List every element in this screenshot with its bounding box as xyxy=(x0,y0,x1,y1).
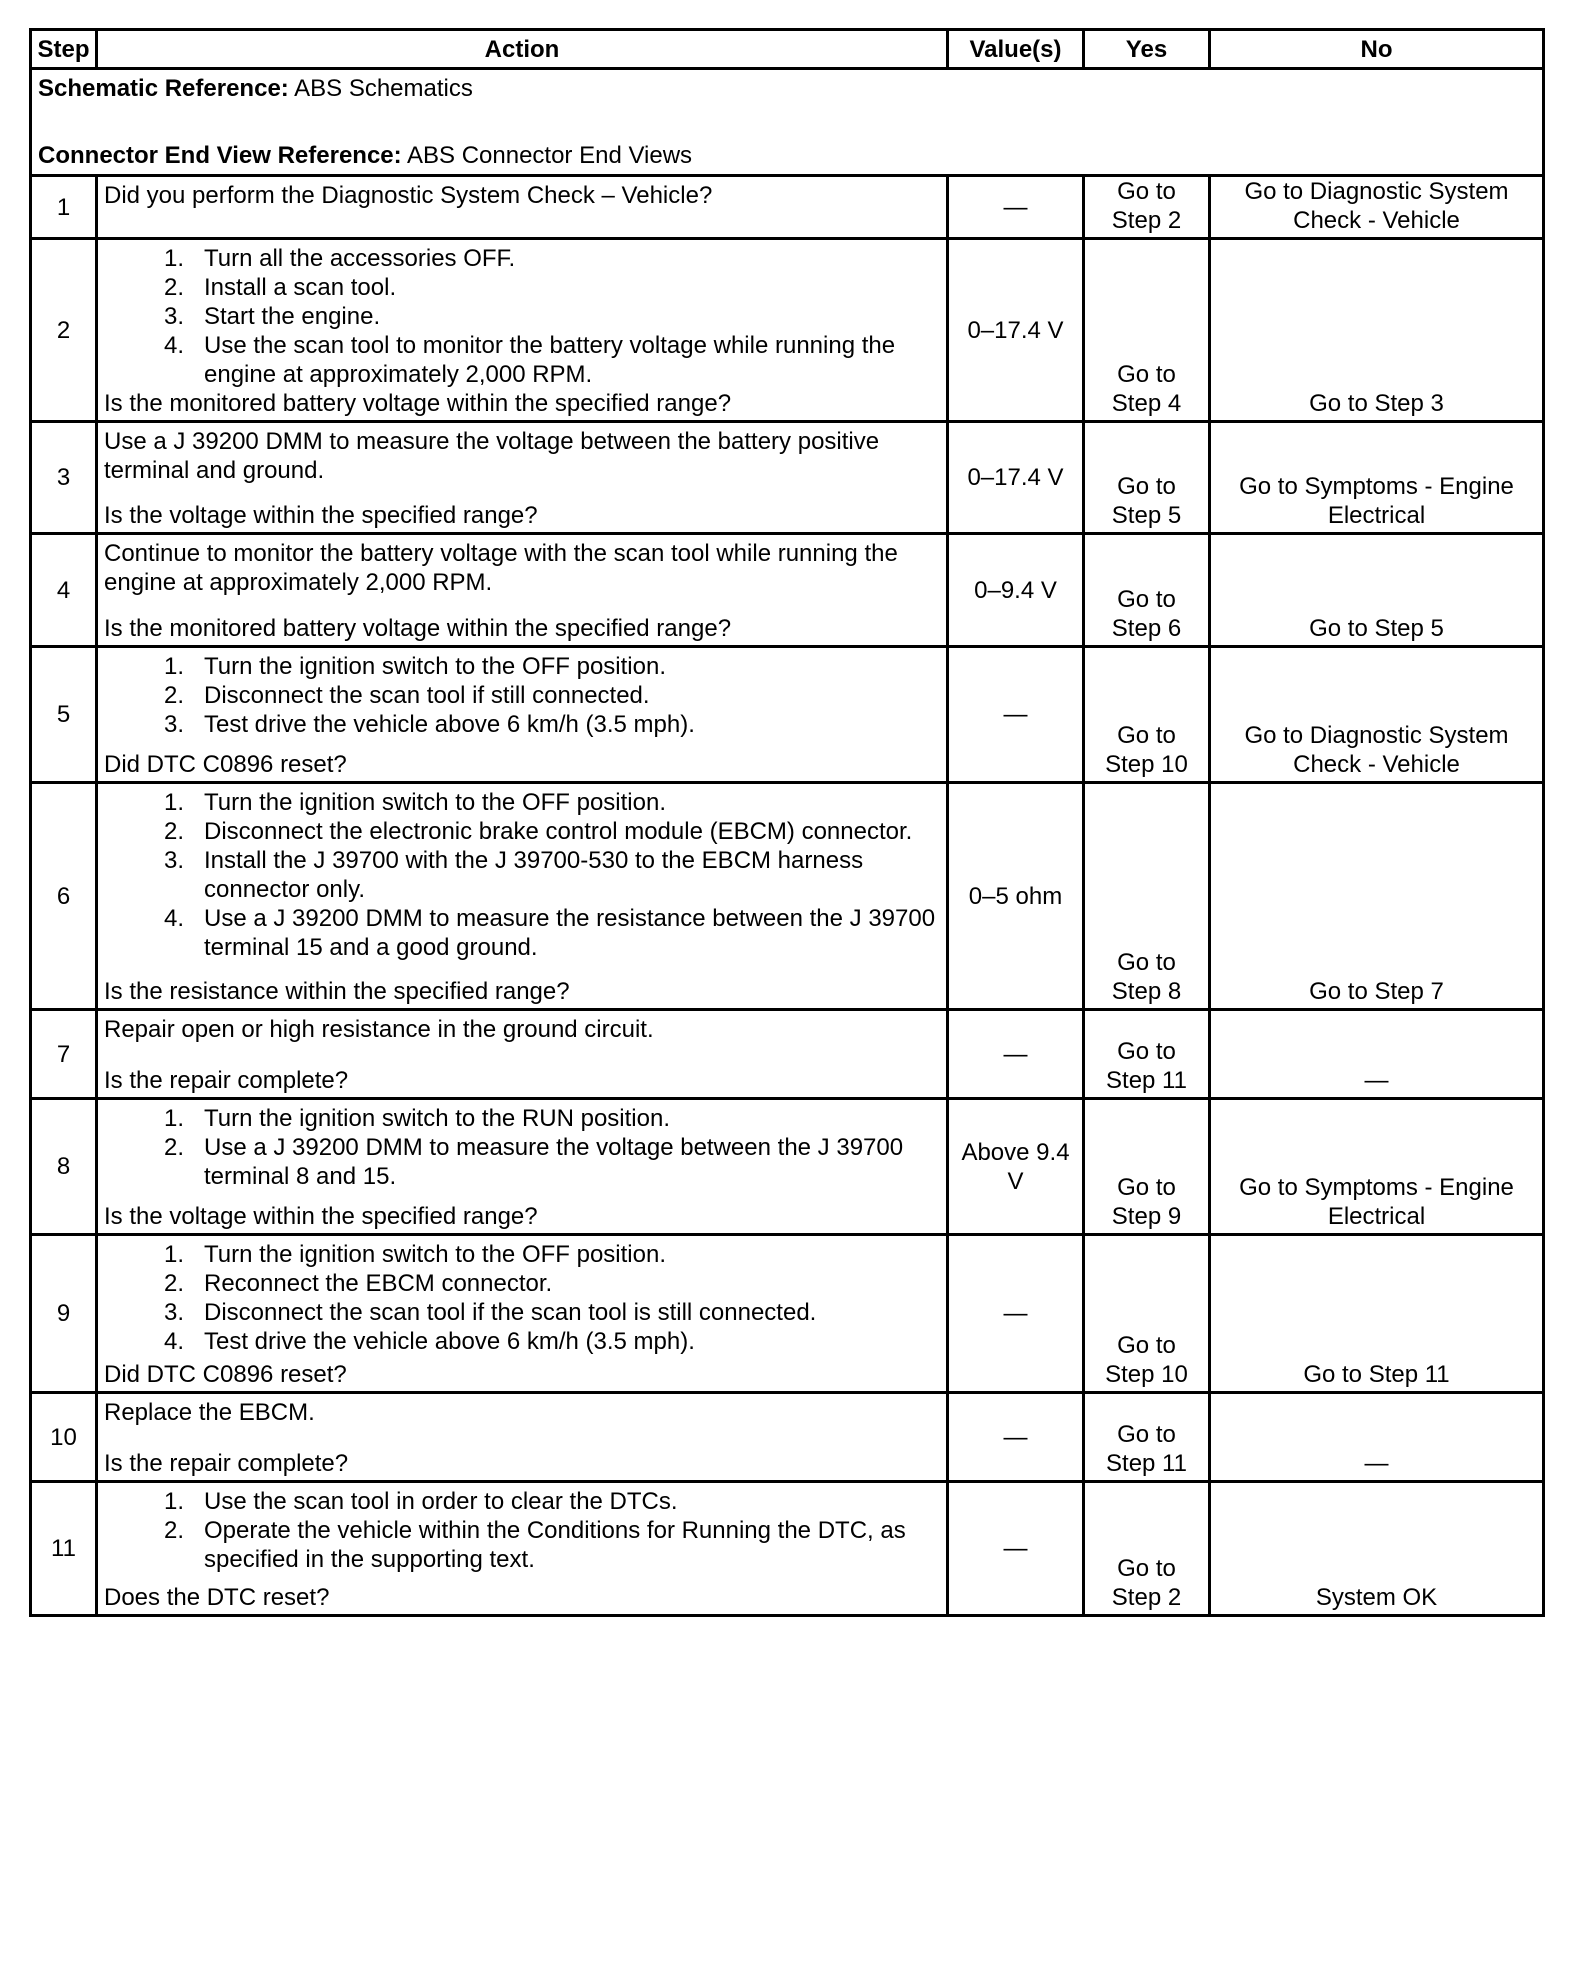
no-cell: — xyxy=(1210,1393,1544,1482)
action-cell xyxy=(97,239,948,422)
step-row xyxy=(31,1235,1544,1393)
yes-cell: Go to Step 4 xyxy=(1084,239,1210,422)
action-content xyxy=(98,535,946,645)
header-values: Value(s) xyxy=(948,30,1084,69)
value-cell: — xyxy=(948,1010,1084,1099)
substep-number: 3. xyxy=(163,711,184,738)
substep-item xyxy=(104,1327,940,1356)
action-content xyxy=(98,1100,946,1233)
step-number: 7 xyxy=(31,1010,97,1099)
schematic-reference-value: ABS Schematics xyxy=(288,75,473,102)
action-content xyxy=(98,423,946,532)
value-cell: 0–5 ohm xyxy=(948,783,1084,1010)
action-question: Did DTC C0896 reset? xyxy=(104,1361,347,1388)
value-cell: 0–17.4 V xyxy=(948,422,1084,534)
substep-item xyxy=(104,244,940,273)
step-row xyxy=(31,239,1544,422)
yes-cell: Go to Step 8 xyxy=(1084,783,1210,1010)
substep-number: 3. xyxy=(163,1299,184,1326)
substep-item xyxy=(104,681,940,710)
substep-text: Start the engine. xyxy=(204,303,381,330)
substep-item xyxy=(104,273,940,302)
step-row xyxy=(31,1482,1544,1616)
action-substeps xyxy=(104,652,940,739)
substep-number: 4. xyxy=(163,1328,184,1355)
connector-reference xyxy=(38,141,1536,170)
action-cell xyxy=(97,1235,948,1393)
substep-number: 2. xyxy=(163,274,184,301)
action-substeps xyxy=(104,244,940,389)
step-row xyxy=(31,783,1544,1010)
action-substeps xyxy=(104,1240,940,1356)
action-instruction: Did you perform the Diagnostic System Check – Vehicle? xyxy=(104,182,713,209)
substep-text: Turn all the accessories OFF. xyxy=(204,245,516,272)
action-cell xyxy=(97,1010,948,1099)
step-row xyxy=(31,1393,1544,1482)
substep-item xyxy=(104,710,940,739)
yes-cell: Go to Step 5 xyxy=(1084,422,1210,534)
substep-number: 2. xyxy=(163,818,184,845)
substep-number: 2. xyxy=(163,1270,184,1297)
substep-text: Operate the vehicle within the Conditions for Running the DTC, as specified in the supporting text. xyxy=(204,1517,906,1573)
value-cell: — xyxy=(948,1393,1084,1482)
substep-text: Use a J 39200 DMM to measure the resistance between the J 39700 terminal 15 and a good ground. xyxy=(204,905,936,961)
substep-item xyxy=(104,788,940,817)
value-cell: Above 9.4 V xyxy=(948,1099,1084,1235)
header-row xyxy=(31,30,1544,69)
action-cell xyxy=(97,534,948,647)
step-number: 3 xyxy=(31,422,97,534)
yes-cell: Go to Step 10 xyxy=(1084,1235,1210,1393)
action-cell xyxy=(97,422,948,534)
step-number: 2 xyxy=(31,239,97,422)
action-cell xyxy=(97,647,948,783)
step-row xyxy=(31,422,1544,534)
substep-number: 1. xyxy=(163,789,184,816)
substep-number: 1. xyxy=(163,245,184,272)
substep-text: Use a J 39200 DMM to measure the voltage between the J 39700 terminal 8 and 15. xyxy=(204,1134,904,1190)
substep-text: Disconnect the electronic brake control module (EBCM) connector. xyxy=(204,818,913,845)
substep-text: Test drive the vehicle above 6 km/h (3.5 mph). xyxy=(204,711,695,738)
header-yes: Yes xyxy=(1084,30,1210,69)
yes-cell: Go to Step 9 xyxy=(1084,1099,1210,1235)
step-row xyxy=(31,1099,1544,1235)
reference-cell xyxy=(31,69,1544,176)
substep-number: 1. xyxy=(163,653,184,680)
action-substeps xyxy=(104,788,940,962)
step-row xyxy=(31,1010,1544,1099)
value-cell: — xyxy=(948,176,1084,239)
substep-text: Use the scan tool to monitor the battery voltage while running the engine at approximately 2,000 RPM. xyxy=(204,332,896,388)
step-number: 11 xyxy=(31,1482,97,1616)
action-cell xyxy=(97,176,948,239)
no-cell: — xyxy=(1210,1010,1544,1099)
action-question: Is the repair complete? xyxy=(104,1067,349,1094)
step-row xyxy=(31,176,1544,239)
connector-reference-value: ABS Connector End Views xyxy=(401,142,693,169)
schematic-reference-label: Schematic Reference: xyxy=(38,75,289,102)
step-number: 4 xyxy=(31,534,97,647)
step-number: 8 xyxy=(31,1099,97,1235)
substep-text: Turn the ignition switch to the OFF position. xyxy=(204,653,666,680)
no-cell: Go to Step 11 xyxy=(1210,1235,1544,1393)
no-cell: System OK xyxy=(1210,1482,1544,1616)
header-action: Action xyxy=(97,30,948,69)
value-cell: — xyxy=(948,1482,1084,1616)
substep-item xyxy=(104,1104,940,1133)
action-instruction: Continue to monitor the battery voltage with the scan tool while running the engine at approximately 2,000 RPM. xyxy=(104,540,898,596)
no-cell: Go to Diagnostic System Check - Vehicle xyxy=(1210,647,1544,783)
header-no: No xyxy=(1210,30,1544,69)
no-cell: Go to Step 3 xyxy=(1210,239,1544,422)
action-instruction: Repair open or high resistance in the ground circuit. xyxy=(104,1016,654,1043)
substep-item xyxy=(104,1298,940,1327)
action-question: Is the monitored battery voltage within the specified range? xyxy=(104,390,732,417)
action-substeps xyxy=(104,1487,940,1574)
value-cell: 0–9.4 V xyxy=(948,534,1084,647)
action-instruction: Replace the EBCM. xyxy=(104,1399,315,1426)
yes-cell: Go to Step 2 xyxy=(1084,176,1210,239)
substep-text: Turn the ignition switch to the OFF position. xyxy=(204,1241,666,1268)
step-number: 9 xyxy=(31,1235,97,1393)
action-content xyxy=(98,240,946,420)
substep-text: Use the scan tool in order to clear the DTCs. xyxy=(204,1488,678,1515)
substep-text: Test drive the vehicle above 6 km/h (3.5 mph). xyxy=(204,1328,695,1355)
substep-item xyxy=(104,1133,940,1191)
action-question: Is the voltage within the specified range? xyxy=(104,1203,538,1230)
substep-number: 3. xyxy=(163,847,184,874)
substep-item xyxy=(104,846,940,904)
no-cell: Go to Step 5 xyxy=(1210,534,1544,647)
no-cell: Go to Step 7 xyxy=(1210,783,1544,1010)
connector-reference-label: Connector End View Reference: xyxy=(38,142,402,169)
action-content xyxy=(98,648,946,781)
substep-text: Disconnect the scan tool if the scan tool is still connected. xyxy=(204,1299,817,1326)
action-content xyxy=(98,1236,946,1391)
substep-item xyxy=(104,652,940,681)
yes-cell: Go to Step 2 xyxy=(1084,1482,1210,1616)
reference-row xyxy=(31,69,1544,176)
substep-number: 1. xyxy=(163,1241,184,1268)
step-number: 5 xyxy=(31,647,97,783)
substep-number: 2. xyxy=(163,1134,184,1161)
action-instruction: Use a J 39200 DMM to measure the voltage between the battery positive terminal and ground. xyxy=(104,428,880,484)
action-content xyxy=(98,784,946,1008)
substep-item xyxy=(104,1269,940,1298)
action-cell xyxy=(97,1393,948,1482)
substep-item xyxy=(104,904,940,962)
step-number: 6 xyxy=(31,783,97,1010)
action-question: Did DTC C0896 reset? xyxy=(104,751,347,778)
substep-item xyxy=(104,1487,940,1516)
substep-text: Install a scan tool. xyxy=(204,274,397,301)
substep-text: Reconnect the EBCM connector. xyxy=(204,1270,553,1297)
substep-text: Disconnect the scan tool if still connected. xyxy=(204,682,650,709)
schematic-reference xyxy=(38,74,1536,103)
action-content xyxy=(98,1483,946,1614)
action-cell xyxy=(97,1482,948,1616)
substep-text: Turn the ignition switch to the RUN position. xyxy=(204,1105,670,1132)
no-cell: Go to Symptoms - Engine Electrical xyxy=(1210,422,1544,534)
substep-number: 1. xyxy=(163,1488,184,1515)
substep-number: 4. xyxy=(163,905,184,932)
substep-item xyxy=(104,1516,940,1574)
value-cell: — xyxy=(948,647,1084,783)
yes-cell: Go to Step 10 xyxy=(1084,647,1210,783)
substep-item xyxy=(104,331,940,389)
step-number: 10 xyxy=(31,1393,97,1482)
substep-number: 1. xyxy=(163,1105,184,1132)
substep-number: 2. xyxy=(163,1517,184,1544)
action-substeps xyxy=(104,1104,940,1191)
substep-item xyxy=(104,817,940,846)
substep-number: 2. xyxy=(163,682,184,709)
diagnostic-table xyxy=(29,28,1545,1617)
yes-cell: Go to Step 6 xyxy=(1084,534,1210,647)
action-question: Is the voltage within the specified range? xyxy=(104,502,538,529)
value-cell: — xyxy=(948,1235,1084,1393)
substep-item xyxy=(104,1240,940,1269)
no-cell: Go to Symptoms - Engine Electrical xyxy=(1210,1099,1544,1235)
header-step: Step xyxy=(31,30,97,69)
step-row xyxy=(31,534,1544,647)
action-question: Is the monitored battery voltage within the specified range? xyxy=(104,615,732,642)
action-content xyxy=(98,177,946,237)
action-question: Does the DTC reset? xyxy=(104,1584,330,1611)
substep-item xyxy=(104,302,940,331)
action-question: Is the repair complete? xyxy=(104,1450,349,1477)
action-cell xyxy=(97,1099,948,1235)
yes-cell: Go to Step 11 xyxy=(1084,1010,1210,1099)
yes-cell: Go to Step 11 xyxy=(1084,1393,1210,1482)
action-content xyxy=(98,1394,946,1480)
action-question: Is the resistance within the specified range? xyxy=(104,978,570,1005)
action-cell xyxy=(97,783,948,1010)
substep-text: Install the J 39700 with the J 39700-530 to the EBCM harness connector only. xyxy=(204,847,864,903)
step-number: 1 xyxy=(31,176,97,239)
value-cell: 0–17.4 V xyxy=(948,239,1084,422)
substep-number: 4. xyxy=(163,332,184,359)
substep-text: Turn the ignition switch to the OFF position. xyxy=(204,789,666,816)
action-content xyxy=(98,1011,946,1097)
step-row xyxy=(31,647,1544,783)
no-cell: Go to Diagnostic System Check - Vehicle xyxy=(1210,176,1544,239)
substep-number: 3. xyxy=(163,303,184,330)
